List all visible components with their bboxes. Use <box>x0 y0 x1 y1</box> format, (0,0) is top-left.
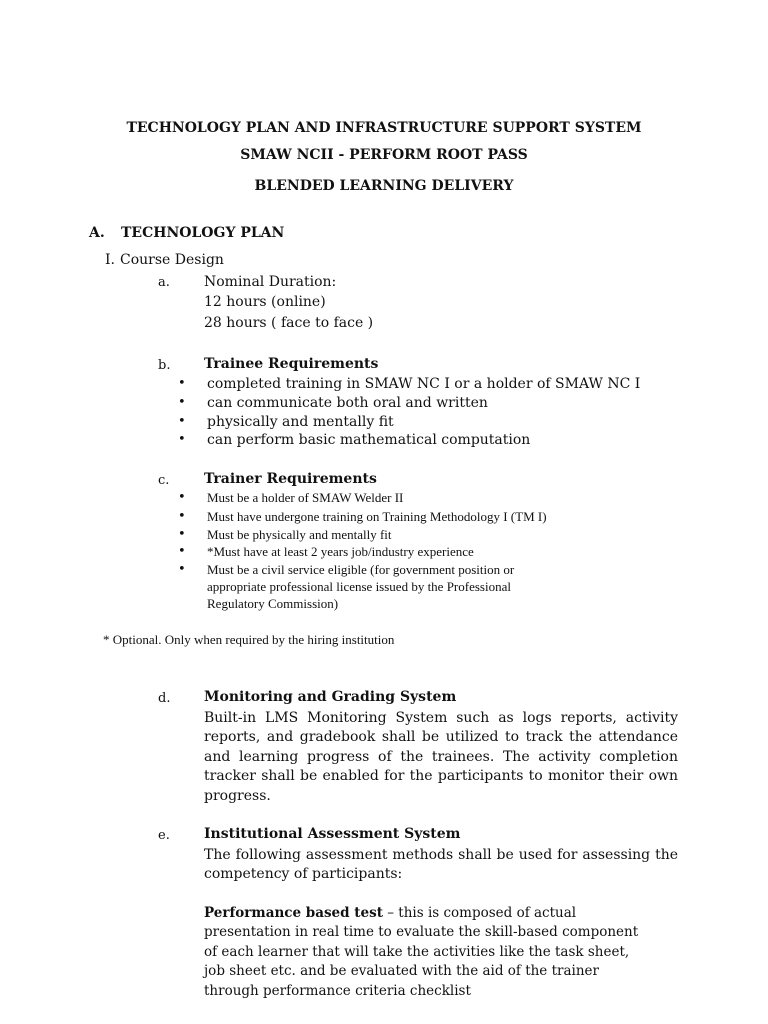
bullet-icon: • <box>178 414 186 429</box>
trainer-req-item-continued: appropriate professional license issued by the Professional <box>207 579 511 594</box>
section-a-letter: A. <box>89 225 105 241</box>
section-a-title: TECHNOLOGY PLAN <box>121 225 285 241</box>
performance-test-term: Performance based test <box>204 905 383 921</box>
trainee-req-item: can perform basic mathematical computation <box>207 432 531 448</box>
item-c-letter: c. <box>158 473 170 488</box>
trainer-req-item: *Must have at least 2 years job/industry experience <box>207 544 474 559</box>
doc-delivery-mode: BLENDED LEARNING DELIVERY <box>254 178 514 194</box>
duration-online: 12 hours (online) <box>204 294 326 310</box>
item-d-letter: d. <box>158 691 171 706</box>
bullet-icon: • <box>178 432 186 447</box>
item-b-letter: b. <box>158 358 171 373</box>
performance-test-line: of each learner that will take the activities like the task sheet, <box>204 943 630 960</box>
duration-face-to-face: 28 hours ( face to face ) <box>204 315 374 331</box>
doc-subtitle: SMAW NCII - PERFORM ROOT PASS <box>240 147 528 163</box>
performance-test-text: – this is composed of actual <box>382 905 577 921</box>
bullet-icon: • <box>178 490 186 505</box>
trainee-req-item: completed training in SMAW NC I or a holder of SMAW NC I <box>207 376 641 392</box>
item-e-letter: e. <box>158 828 170 843</box>
bullet-icon: • <box>178 527 186 542</box>
trainee-req-item: can communicate both oral and written <box>207 395 488 411</box>
trainer-req-item: Must be physically and mentally fit <box>207 527 392 542</box>
monitoring-grading-title: Monitoring and Grading System <box>204 689 457 705</box>
optional-footnote: * Optional. Only when required by the hiring institution <box>103 632 395 647</box>
bullet-icon: • <box>178 509 186 524</box>
trainer-req-item: Must have undergone training on Training Methodology I (TM I) <box>207 509 547 524</box>
item-a-letter: a. <box>158 275 170 290</box>
trainee-req-item: physically and mentally fit <box>207 414 394 430</box>
bullet-icon: • <box>178 562 186 577</box>
bullet-icon: • <box>178 395 186 410</box>
assessment-system-body: The following assessment methods shall be used for assessing the competency of participants: <box>204 847 678 883</box>
course-design-numeral: I. <box>105 252 115 268</box>
performance-test-paragraph <box>204 904 684 1001</box>
performance-test-line: through performance criteria checklist <box>204 982 471 999</box>
doc-title: TECHNOLOGY PLAN AND INFRASTRUCTURE SUPPORT SYSTEM <box>126 120 642 136</box>
trainer-requirements-title: Trainer Requirements <box>204 471 377 487</box>
monitoring-grading-body: Built-in LMS Monitoring System such as logs reports, activity reports, and gradebook shall be utilized to track the attendance and learning progress of the trainees. The activity completion tracker shall be enabled for the participants to monitor their own progress. <box>204 710 678 804</box>
performance-test-line: job sheet etc. and be evaluated with the aid of the trainer <box>204 963 599 980</box>
bullet-icon: • <box>178 544 186 559</box>
trainer-req-item: Must be a holder of SMAW Welder II <box>207 490 404 505</box>
trainer-req-item: Must be a civil service eligible (for government position or <box>207 562 515 577</box>
assessment-system-title: Institutional Assessment System <box>204 826 461 842</box>
nominal-duration-label: Nominal Duration: <box>204 274 337 290</box>
performance-test-line: presentation in real time to evaluate the skill-based component <box>204 924 639 941</box>
course-design-label: Course Design <box>120 252 224 268</box>
trainer-req-item-continued: Regulatory Commission) <box>207 596 339 611</box>
bullet-icon: • <box>178 376 186 391</box>
performance-test-line <box>204 904 684 923</box>
trainee-requirements-title: Trainee Requirements <box>204 356 379 372</box>
